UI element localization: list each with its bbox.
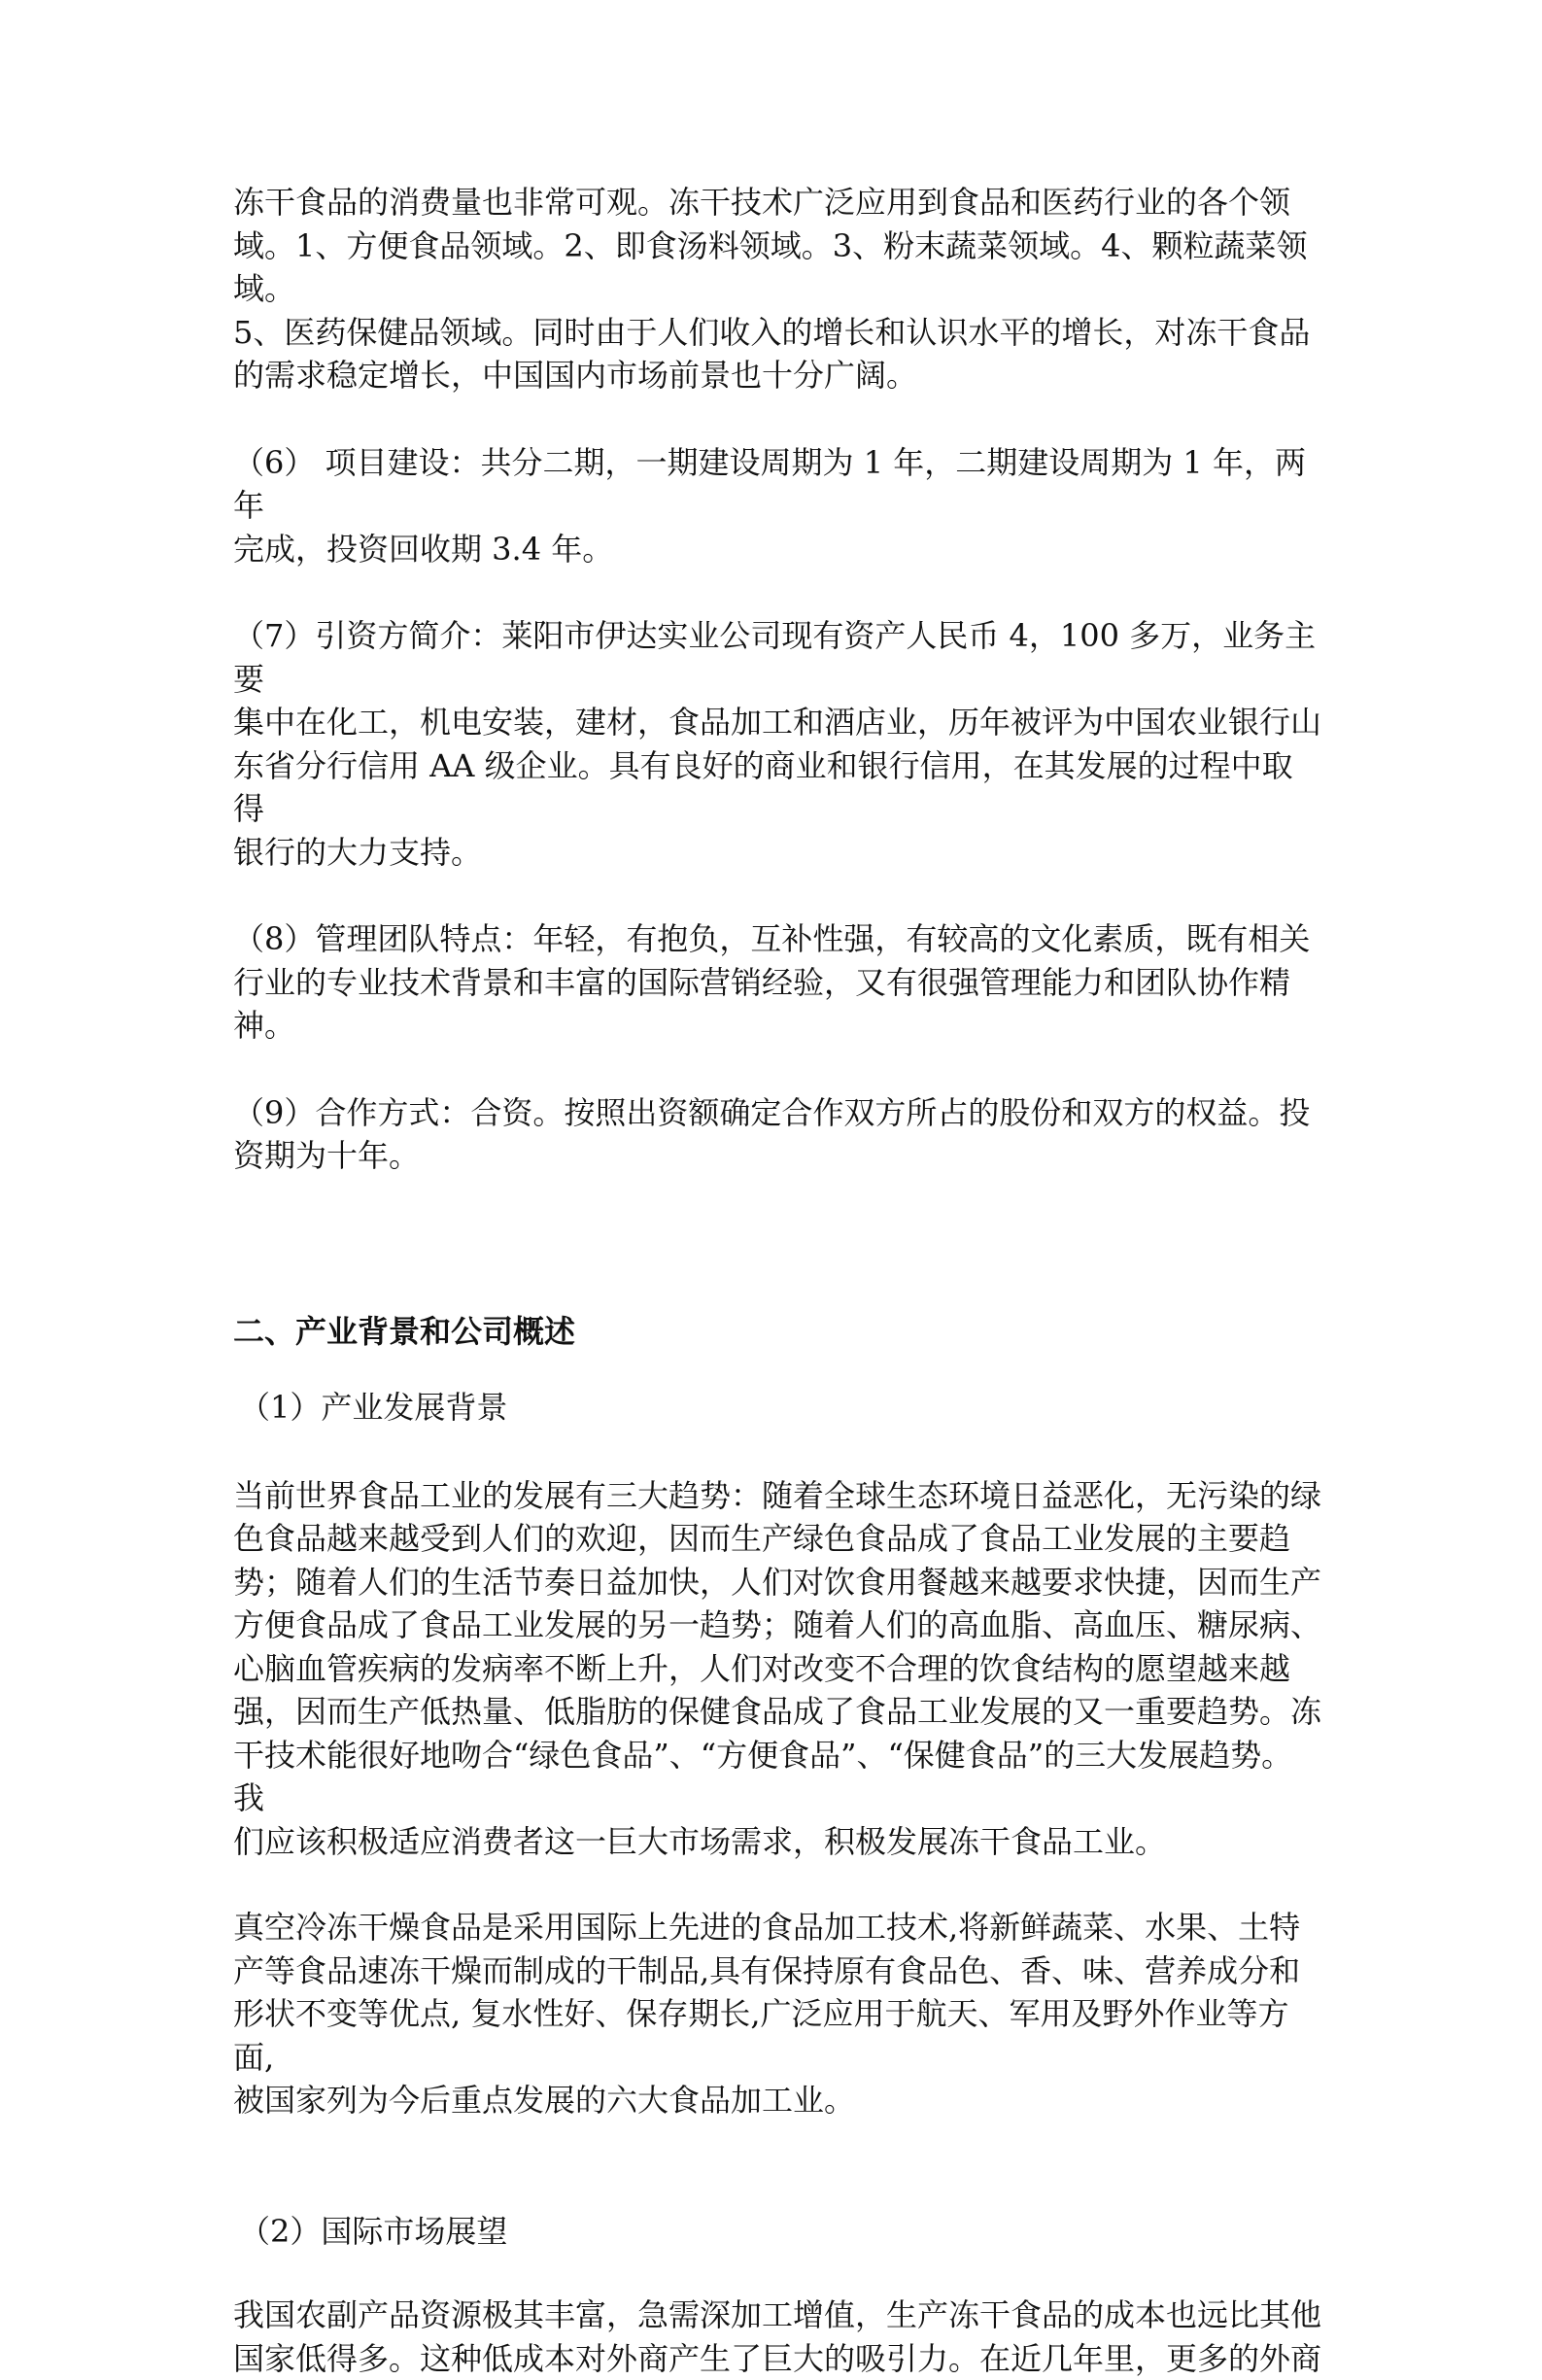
item-6-project-construction: （6） 项目建设：共分二期，一期建设周期为 1 年，二期建设周期为 1 年，两年 完成，投资回收期 3.4 年。: [233, 443, 1306, 568]
section-2-title: 二、产业背景和公司概述: [233, 1312, 576, 1350]
document-page: [233, 181, 1321, 2380]
item-7-investor-profile: （7）引资方简介：莱阳市伊达实业公司现有资产人民币 4，100 多万，业务主要 集中在化工，机电安装，建材，食品加工和酒店业，历年被评为中国农业银行山 东省分行信用 AA 级企业。具有良好的商业和银行信用，在其发展的过程中取得 银行的大力支持。: [233, 617, 1322, 871]
subsection-2-title: （2）国际市场展望: [239, 2212, 508, 2250]
freeze-dried-food-paragraph: 真空冷冻干燥食品是采用国际上先进的食品加工技术,将新鲜蔬菜、水果、土特 产等食品速冻干燥而制成的干制品,具有保持原有食品色、香、味、营养成分和 形状不变等优点, 复水性好、保存期长,广泛应用于航天、军用及野外作业等方面, 被国家列为今后重点发展的六大食品加工业。: [233, 1909, 1301, 2119]
subsection-1-title: （1）产业发展背景: [239, 1389, 508, 1426]
international-market-paragraph: 我国农副产品资源极其丰富，急需深加工增值，生产冻干食品的成本也远比其他 国家低得多。这种低成本对外商产生了巨大的吸引力。在近几年里，更多的外商: [233, 2296, 1322, 2377]
item-8-team-features: （8）管理团队特点：年轻，有抱负，互补性强，有较高的文化素质，既有相关 行业的专业技术背景和丰富的国际营销经验，又有很强管理能力和团队协作精 神。: [233, 920, 1311, 1044]
item-9-cooperation-mode: （9）合作方式：合资。按照出资额确定合作双方所占的股份和双方的权益。投 资期为十年。: [233, 1093, 1311, 1174]
industry-background-paragraph: 当前世界食品工业的发展有三大趋势：随着全球生态环境日益恶化，无污染的绿 色食品越来越受到人们的欢迎，因而生产绿色食品成了食品工业发展的主要趋 势；随着人们的生活节奏日益加快，人们对饮食用餐越来越要求快捷，因而生产 方便食品成了食品工业发展的另一趋势；随着人们的高血脂、高血压、糖尿病、 心脑血管疾病的发病率不断上升，人们对改变不合理的饮食结构的愿望越来越 强，因而生产低热量、低脂肪的保健食品成了食品工业发展的又一重要趋势。冻 干技术能很好地吻合“绿色食品”、“方便食品”、“保健食品”的三大发展趋势。我 们应该积极适应消费者这一巨大市场需求，积极发展冻干食品工业。: [233, 1476, 1322, 1860]
intro-paragraph: 冻干食品的消费量也非常可观。冻干技术广泛应用到食品和医药行业的各个领 域。1、方便食品领域。2、即食汤料领域。3、粉末蔬菜领域。4、颗粒蔬菜领域。 5、医药保健品领域。同时由于人们收入的增长和认识水平的增长，对冻干食品 的需求稳定增长，中国国内市场前景也十分广阔。: [233, 184, 1311, 394]
